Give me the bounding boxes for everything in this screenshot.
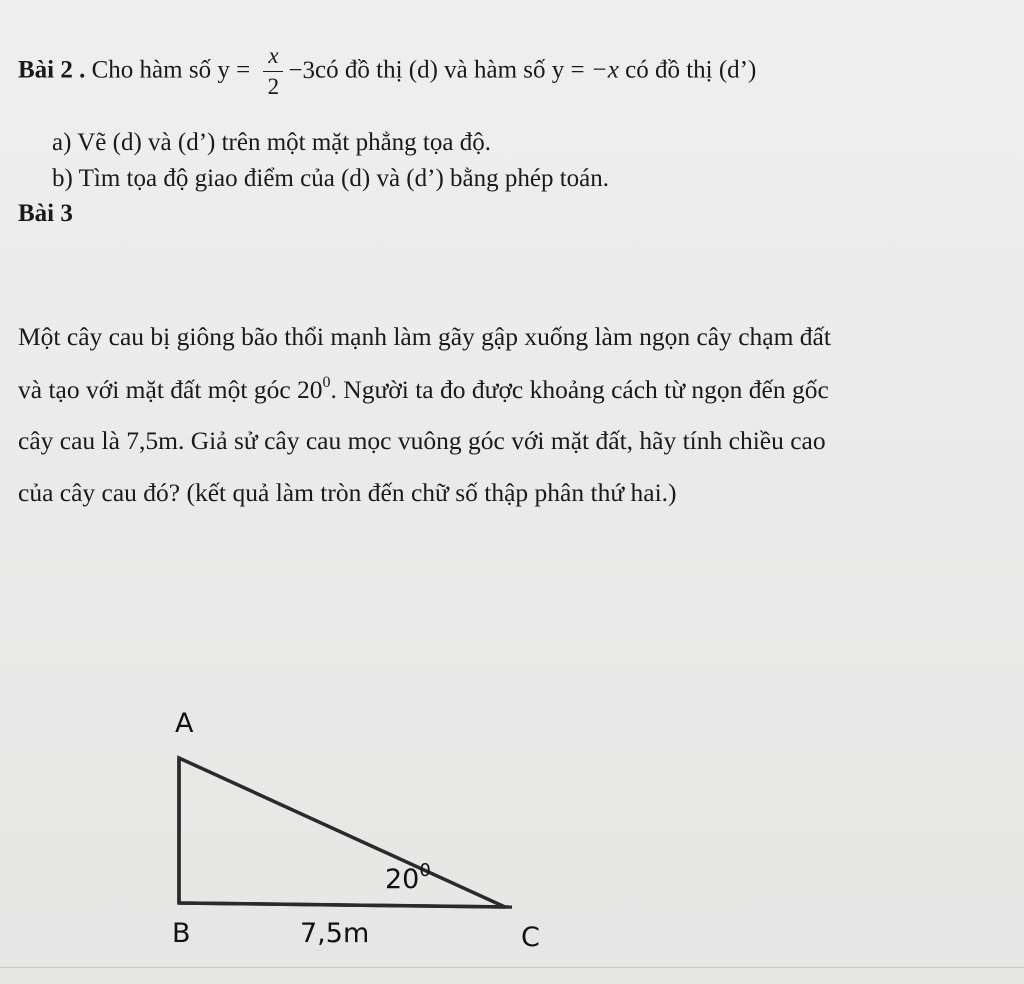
vertex-b-label: B [172,918,191,949]
angle-label [385,860,431,895]
angle-degree: 0 [419,860,431,881]
bai3-paragraph-line-3: cây cau là 7,5m. Giả sử cây cau mọc vuông góc với mặt đất, hãy tính chiều cao [18,426,826,455]
bai2-minus-x: −x [590,56,619,84]
bai2-after-fraction: −3 [288,56,316,84]
triangle-abc [179,758,505,907]
bai3-paragraph-line-4: của cây cau đó? (kết quả làm tròn đến chữ số thập phân thứ hai.) [18,478,677,507]
bai2-intro: Cho hàm số y = [85,56,257,84]
bai2-end-text: có đồ thị (d’) [618,56,757,84]
bai2-title: Bài 2 . [18,56,86,84]
bai2-item-b: b) Tìm tọa độ giao điểm của (d) và (d’) bằng phép toán. [52,165,610,192]
base-length-label: 7,5m [300,918,370,949]
bai3-heading: Bài 3 [18,200,73,227]
vertex-c-label: C [521,922,540,953]
fraction-numerator: x [268,43,279,68]
bai2-item-a: a) Vẽ (d) và (d’) trên một mặt phẳng tọa độ. [52,129,491,156]
vertex-a-label: A [175,708,194,739]
degree-superscript: 0 [322,374,331,391]
fraction-denominator: 2 [267,74,280,99]
bai3-line2-pre: và tạo với mặt đất một góc 20 [18,375,323,404]
angle-value: 20 [385,864,420,895]
page-bottom-edge [0,967,1024,968]
base-side-bc [179,903,512,907]
bai3-line2-post: . Người ta đo được khoảng cách từ ngọn đến gốc [330,375,829,404]
bai2-mid-text: có đồ thị (d) và hàm số y = [315,56,591,84]
bai3-paragraph-line-1: Một cây cau bị giông bão thổi mạnh làm gãy gập xuống làm ngọn cây chạm đất [18,322,831,351]
